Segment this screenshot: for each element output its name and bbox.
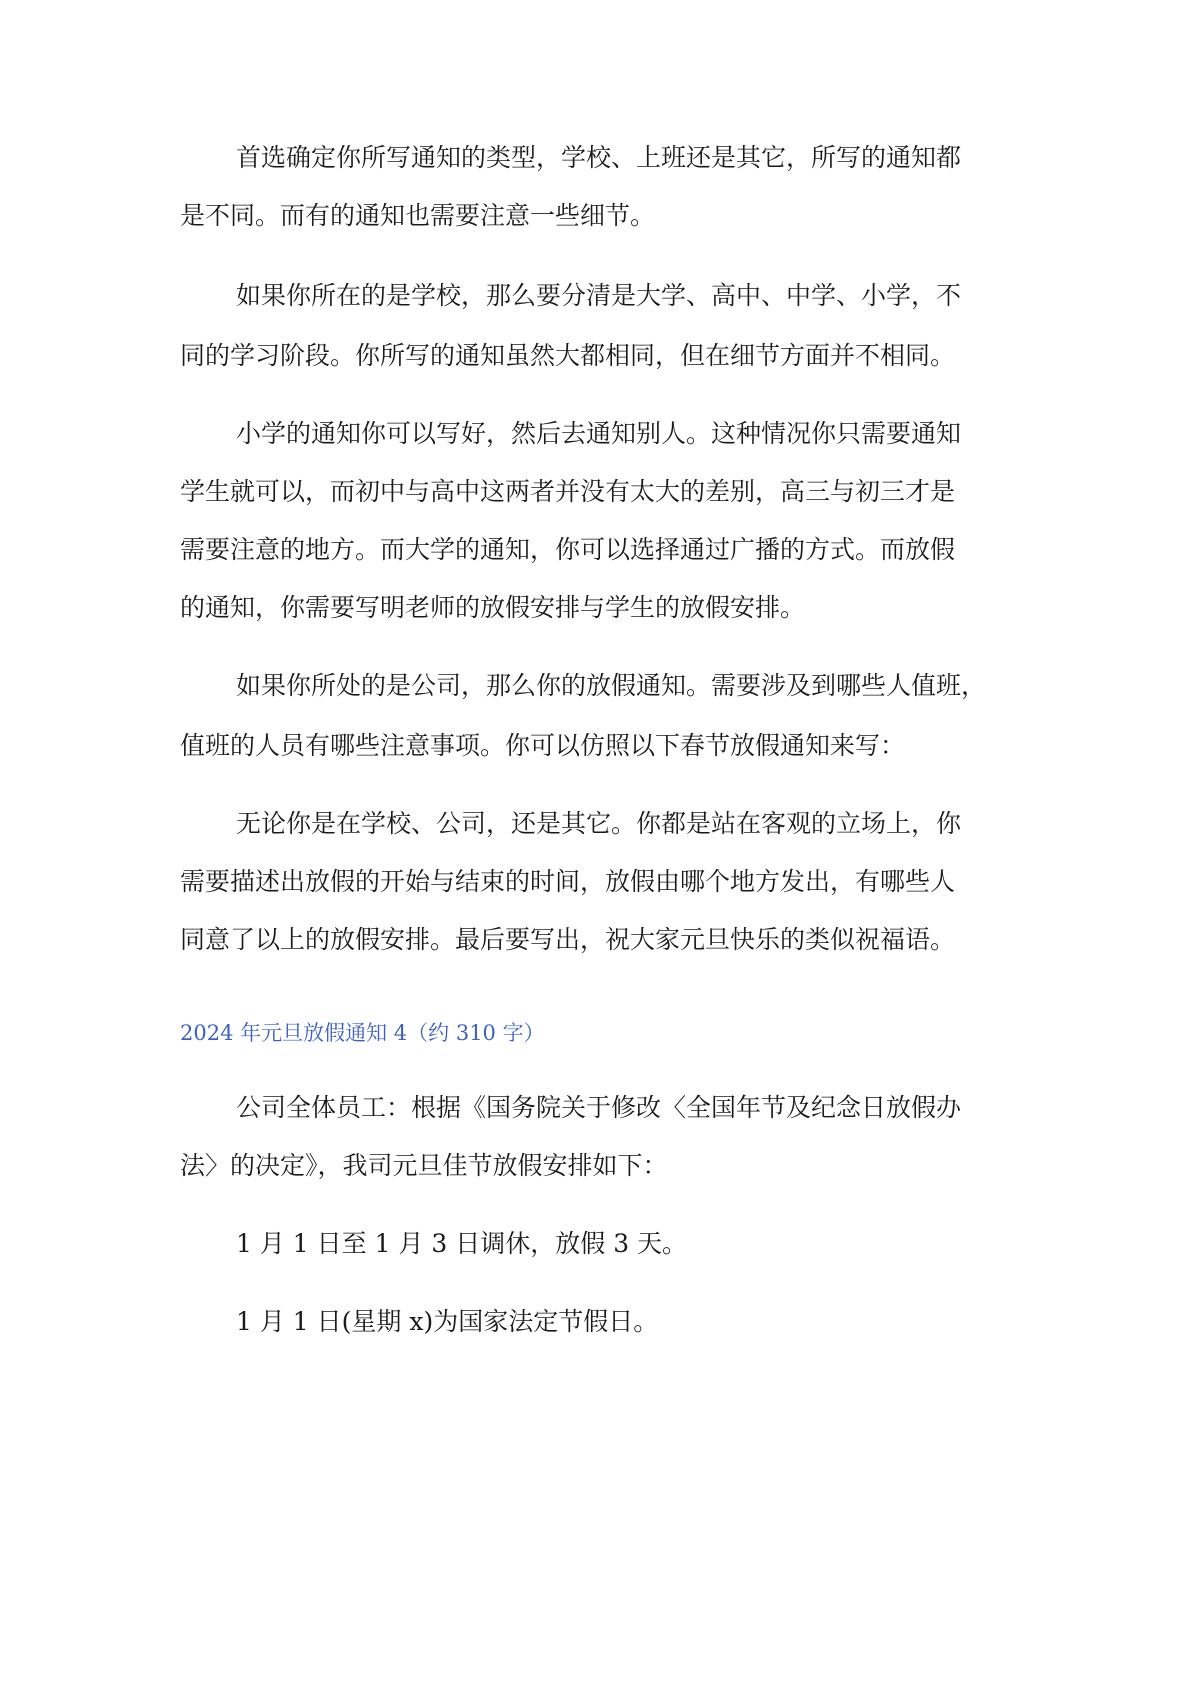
paragraph-2-line-2: 同的学习阶段。你所写的通知虽然大都相同，但在细节方面并不相同。 — [180, 341, 956, 370]
paragraph-3-line-4: 的通知，你需要写明老师的放假安排与学生的放假安排。 — [180, 593, 806, 622]
paragraph-5-line-3: 同意了以上的放假安排。最后要写出，祝大家元旦快乐的类似祝福语。 — [180, 925, 956, 954]
paragraph-2-line-1: 如果你所在的是学校，那么要分清是大学、高中、中学、小学，不 — [236, 281, 962, 310]
notice-line-2: 法〉的决定》，我司元旦佳节放假安排如下： — [180, 1151, 668, 1180]
notice-line-1: 公司全体员工：根据《国务院关于修改〈全国年节及纪念日放假办 — [236, 1093, 962, 1122]
notice-item-1: 1 月 1 日至 1 月 3 日调休，放假 3 天。 — [236, 1229, 688, 1258]
paragraph-3-line-1: 小学的通知你可以写好，然后去通知别人。这种情况你只需要通知 — [236, 419, 962, 448]
paragraph-5-line-1: 无论你是在学校、公司，还是其它。你都是站在客观的立场上，你 — [236, 809, 962, 838]
paragraph-4-line-2: 值班的人员有哪些注意事项。你可以仿照以下春节放假通知来写： — [180, 731, 906, 760]
paragraph-3-line-3: 需要注意的地方。而大学的通知，你可以选择通过广播的方式。而放假 — [180, 535, 956, 564]
notice-item-2: 1 月 1 日(星期 x)为国家法定节假日。 — [236, 1307, 659, 1336]
section-heading: 2024 年元旦放假通知 4（约 310 字） — [180, 1021, 545, 1045]
paragraph-1-line-1: 首选确定你所写通知的类型，学校、上班还是其它，所写的通知都 — [236, 143, 962, 172]
paragraph-1-line-2: 是不同。而有的通知也需要注意一些细节。 — [180, 201, 656, 230]
paragraph-4-line-1: 如果你所处的是公司，那么你的放假通知。需要涉及到哪些人值班， — [236, 671, 987, 700]
paragraph-5-line-2: 需要描述出放假的开始与结束的时间，放假由哪个地方发出，有哪些人 — [180, 867, 956, 896]
paragraph-3-line-2: 学生就可以，而初中与高中这两者并没有太大的差别，高三与初三才是 — [180, 477, 956, 506]
